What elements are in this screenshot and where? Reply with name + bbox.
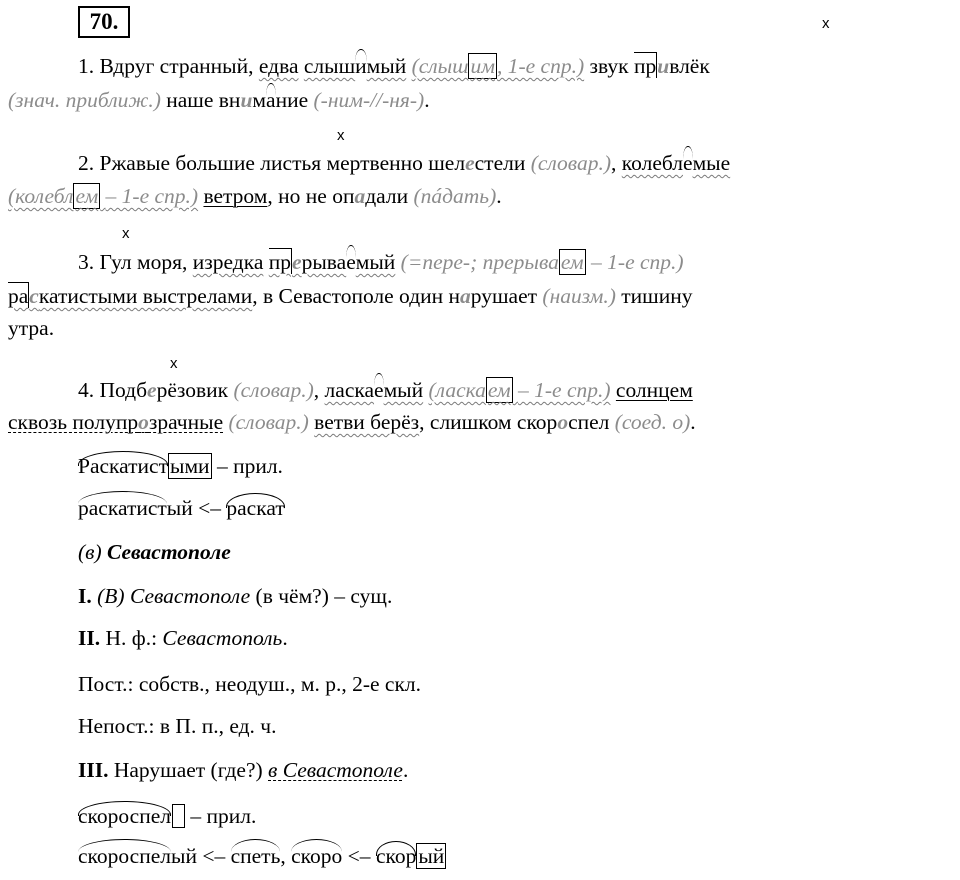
sentence-2-line-2: (колеблем – 1-е спр.) ветром, но не опадали (пáдать). <box>8 184 502 208</box>
sentence-3-line-3: утра. <box>8 316 55 340</box>
sentence-1-line-2: (знач. приближ.) наше внимание (-ним-//-ня-). <box>8 88 430 112</box>
sentence-2-line-1: 2. Ржавые большие листья мертвенно шелестели (словар.), колеблемые <box>78 151 731 175</box>
sentence-1-line-1: 1. Вдруг странный, едва слышимый (слышим, 1-е спр.) звук привлёк <box>78 54 710 78</box>
sentence-4-line-2: сквозь полупрозрачные (словар.) ветви берёз, слишком скороспел (соед. о). <box>8 410 696 434</box>
analysis-step-1: I. (В) Севастополе (в чём?) – сущ. <box>78 584 393 608</box>
analysis-constant-features: Пост.: собств., неодуш., м. р., 2-е скл. <box>78 672 422 696</box>
stress-x-mark: x <box>337 127 345 144</box>
sentence-3-line-2: раскатистыми выстрелами, в Севастополе один нарушает (наизм.) тишину <box>8 284 693 308</box>
sentence-4-line-1: 4. Подберёзовик (словар.), ласкаемый (ласкаем – 1-е спр.) солнцем <box>78 378 693 402</box>
stress-x-mark: x <box>122 225 130 242</box>
analysis-step-2: II. Н. ф.: Севастополь. <box>78 626 288 650</box>
stress-x-mark: x <box>170 355 178 372</box>
analysis-raskatistymi: Раскатистыми – прил. <box>78 454 283 478</box>
sentence-3-line-1: 3. Гул моря, изредка прерываемый (=пере-; прерываем – 1-е спр.) <box>78 250 684 274</box>
exercise-number: 70. <box>78 6 130 38</box>
analysis-skorospel: скороспел – прил. <box>78 804 257 828</box>
analysis-skorospelyj: скороспелый <– спеть, скоро <– скорый <box>78 844 445 868</box>
analysis-raskatistyj: раскатистый <– раскат <box>78 496 285 520</box>
stress-x-mark: x <box>822 15 830 32</box>
analysis-step-3: III. Нарушает (где?) в Севастополе. <box>78 758 409 782</box>
analysis-heading: (в) Севастополе <box>78 540 231 564</box>
analysis-variable-features: Непост.: в П. п., ед. ч. <box>78 714 277 738</box>
